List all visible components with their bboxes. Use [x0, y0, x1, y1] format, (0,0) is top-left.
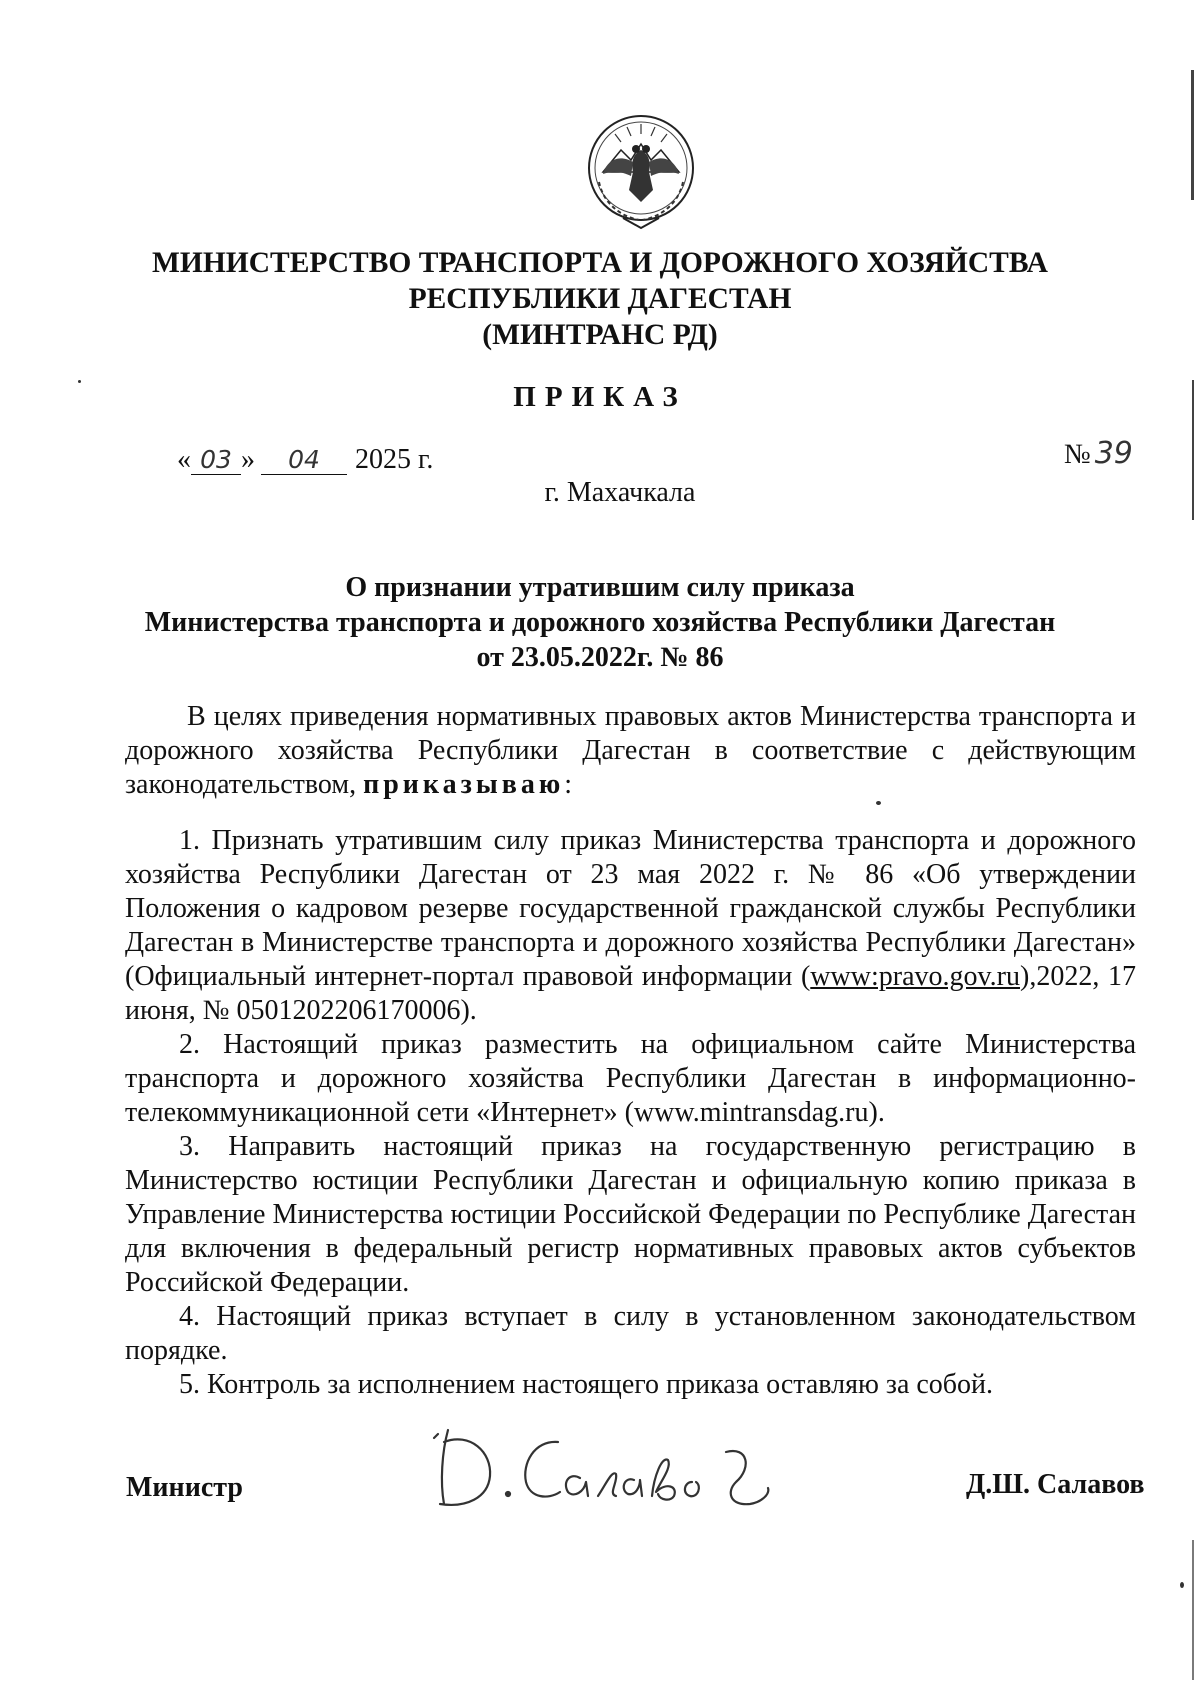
date-close-quote: »	[241, 444, 255, 475]
scan-speck	[78, 380, 81, 383]
ministry-short-name: (МИНТРАНС РД)	[482, 319, 718, 351]
order-items	[125, 824, 1136, 1402]
date-year: 2025 г.	[355, 444, 434, 475]
signatory-name: Д.Ш. Салавов	[966, 1469, 1145, 1500]
handwritten-signature	[430, 1412, 790, 1522]
command-colon: :	[564, 769, 573, 800]
number-prefix: №	[1064, 439, 1091, 470]
subject-line-3: от 23.05.2022г. № 86	[476, 642, 724, 673]
scan-edge-mark	[1192, 1540, 1194, 1680]
preamble-paragraph	[125, 700, 1136, 802]
pravo-portal-link[interactable]: www:pravo.gov.ru	[810, 961, 1020, 992]
date-month-handwritten: 04	[261, 445, 347, 475]
subject-line-2: Министерства транспорта и дорожного хозяйства Республики Дагестан	[144, 607, 1056, 638]
date-day-handwritten: 03	[191, 445, 241, 475]
subject-line-1: О признании утратившим силу приказа	[345, 572, 855, 603]
order-number	[1064, 436, 1133, 471]
item-1-text: 1. Признать утратившим силу приказ Министерства транспорта и дорожного хозяйства Республики Дагестан от 23 мая 2022 г. № 86 «Об утверждении Положения о кадровом резерве государственной гражданской службы Республики Дагестан в Министерстве транспорта и дорожного хозяйства Республики Дагестан» (Официальный интернет-портал правовой информации (	[125, 825, 1136, 992]
signatory-role: Министр	[126, 1472, 243, 1503]
order-item-3: 3. Направить настоящий приказ на государственную регистрацию в Министерство юстиции Республики Дагестан и официальную копию приказа в Управление Министерства юстиции Российской Федерации по Республике Дагестан для включения в федеральный регистр нормативных правовых актов субъектов Российской Федерации.	[125, 1131, 1136, 1298]
order-city: г. Махачкала	[544, 477, 696, 508]
scan-speck	[1180, 1582, 1184, 1588]
ministry-name-line-1: МИНИСТЕРСТВО ТРАНСПОРТА И ДОРОЖНОГО ХОЗЯЙСТВА	[152, 247, 1048, 279]
date-open-quote: «	[177, 444, 191, 475]
command-word: приказываю	[363, 769, 565, 800]
order-item-1	[125, 824, 1136, 1028]
preamble-text: В целях приведения нормативных правовых актов Министерства транспорта и дорожного хозяйства Республики Дагестан в соответствие с действующим законодательством,	[125, 701, 1136, 800]
scan-edge-mark	[1191, 70, 1194, 200]
ministry-name-line-2: РЕСПУБЛИКИ ДАГЕСТАН	[408, 283, 792, 315]
scan-edge-mark	[1192, 380, 1194, 520]
order-date	[177, 444, 433, 476]
order-item-2: 2. Настоящий приказ разместить на официальном сайте Министерства транспорта и дорожного хозяйства Республики Дагестан в информационно-телекоммуникационной сети «Интернет» (www.mintransdag.ru).	[125, 1029, 1136, 1128]
order-item-5: 5. Контроль за исполнением настоящего приказа оставляю за собой.	[179, 1369, 994, 1400]
order-item-4: 4. Настоящий приказ вступает в силу в установленном законодательством порядке.	[125, 1301, 1136, 1366]
dagestan-coat-of-arms-icon	[573, 102, 709, 238]
item-1-text-end: ),2022, 17 июня, № 0501202206170006).	[125, 961, 1136, 1026]
number-handwritten: 39	[1094, 436, 1133, 471]
order-title: ПРИКАЗ	[513, 381, 687, 413]
